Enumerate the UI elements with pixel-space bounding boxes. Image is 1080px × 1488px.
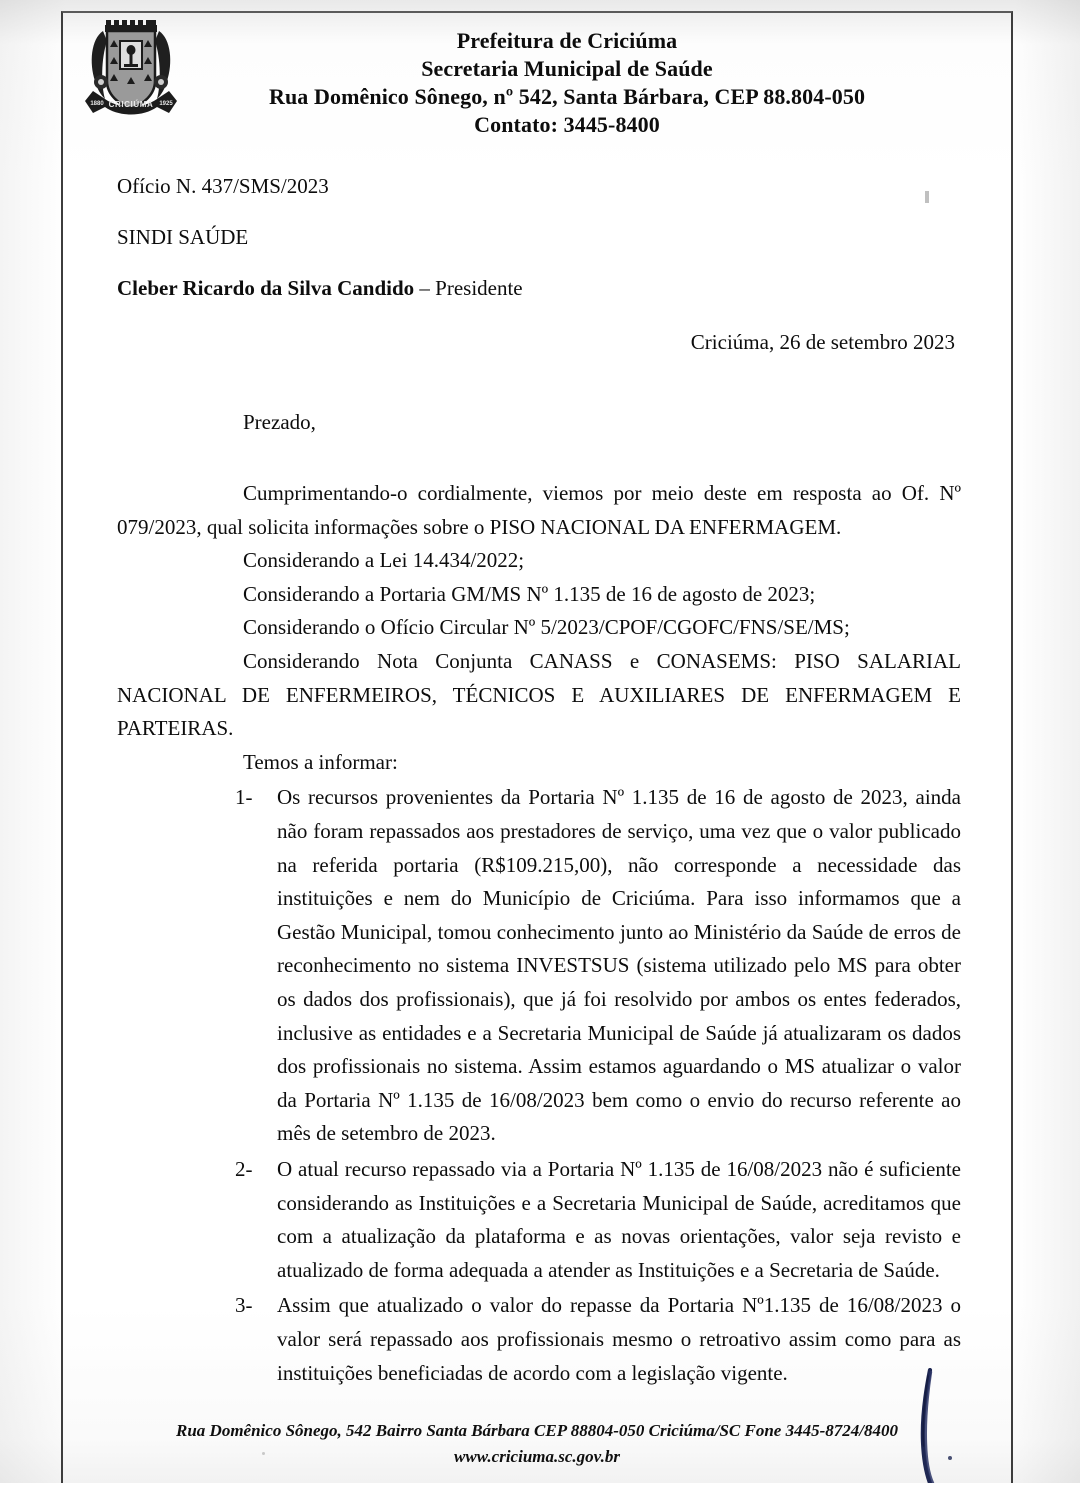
scan-artifact-mark-2 (262, 1452, 265, 1455)
list-item-text: O atual recurso repassado via a Portaria Nº 1.135 de 16/08/2023 não é suficiente considerando as Instituições e a Secretaria Municipal de Saúde, acreditamos que com a atualização da plataforma e as novas orientações, valor seja revisto e atualizado de forma adequada a atender as Instituições e a Secretaria de Saúde. (277, 1156, 961, 1282)
recipient-role: – Presidente (414, 276, 523, 301)
list-item-marker: 2- (235, 1156, 253, 1181)
letterhead-line-department: Secretaria Municipal de Saúde (421, 56, 713, 82)
numbered-item-list (117, 781, 961, 1390)
list-item (117, 781, 961, 1151)
considering-item-1: Considerando a Portaria GM/MS Nº 1.135 de 16 de agosto de 2023; (243, 581, 816, 606)
list-item-text: Os recursos provenientes da Portaria Nº 1.135 de 16 de agosto de 2023, ainda não foram repassados aos prestadores de serviço, uma vez que o valor publicado na referida portaria (R$109.215,00), não corresponde a necessidade das instituições e nem do Município de Criciúma. Para isso informamos que a Gestão Municipal, tomou conhecimento junto ao Ministério da Saúde de erros de reconhecimento no sistema INVESTSUS (sistema utilizado pelo MS para obter os dados dos profissionais), que já foi resolvido por ambos os entes federados, inclusive as entidades e a Secretaria Municipal de Saúde já atualizaram os dados dos profissionais no sistema. Assim estamos aguardando o MS atualizar o valor da Portaria Nº 1.135 de 16/08/2023 bem como o envio do recurso referente ao mês de setembro de 2023. (277, 785, 961, 1146)
lead-in-paragraph: Temos a informar: (243, 749, 398, 774)
footer-website-line: www.criciuma.sc.gov.br (454, 1446, 620, 1466)
ink-speck (948, 1456, 952, 1460)
letter-meta (117, 169, 961, 359)
document-body (61, 169, 1013, 1390)
letterhead-line-address: Rua Domênico Sônego, nº 542, Santa Bárbara, CEP 88.804-050 (268, 84, 866, 110)
coat-of-arms-icon (79, 19, 183, 129)
list-item-marker: 3- (235, 1293, 253, 1318)
list-item-text: Assim que atualizado o valor do repasse da Portaria Nº1.135 de 16/08/2023 o valor será repassado aos profissionais mesmo o retroativo assim como para as instituições beneficiadas de acordo com a legislação vigente. (277, 1293, 961, 1385)
considering-item-0: Considerando a Lei 14.434/2022; (243, 548, 525, 573)
recipient-name: Cleber Ricardo da Silva Candido (117, 276, 415, 301)
considering-item-3: Considerando Nota Conjunta CANASS e CONASEMS: PISO SALARIAL NACIONAL DE ENFERMEIROS, TÉCNICOS E AUXILIARES DE ENFERMAGEM E PARTEIRAS. (117, 649, 961, 741)
letterhead-line-city: Prefeitura de Criciúma (456, 28, 678, 53)
recipient-organization: SINDI SAÚDE (117, 225, 249, 250)
place-and-date: Criciúma, 26 de setembro 2023 (690, 330, 955, 355)
list-item-marker: 1- (235, 785, 253, 810)
scan-artifact-mark (925, 191, 929, 203)
considering-item-2: Considerando o Ofício Circular Nº 5/2023/CPOF/CGOFC/FNS/SE/MS; (243, 615, 850, 640)
recipient-line (117, 271, 961, 305)
footer-address-line: Rua Domênico Sônego, 542 Bairro Santa Bárbara CEP 88804-050 Criciúma/SC Fone 3445-8724/8400 (176, 1421, 898, 1440)
oficio-number: Ofício N. 437/SMS/2023 (117, 174, 329, 198)
svg-text:1925: 1925 (159, 101, 173, 107)
list-item (117, 1153, 961, 1287)
svg-text:1880: 1880 (90, 101, 104, 107)
letterhead (61, 11, 1013, 139)
list-item (117, 1289, 961, 1390)
page-footer (61, 1418, 1013, 1469)
intro-paragraph: Cumprimentando-o cordialmente, viemos por meio deste em resposta ao Of. Nº 079/2023, qual solicita informações sobre o PISO NACIONAL DA ENFERMAGEM. (117, 481, 961, 539)
document-page (61, 11, 1013, 1483)
letterhead-text-block (61, 27, 1013, 140)
letterhead-line-contact: Contato: 3445-8400 (474, 112, 660, 138)
svg-text:CRICIÚMA: CRICIÚMA (108, 100, 154, 109)
salutation: Prezado, (243, 410, 316, 435)
